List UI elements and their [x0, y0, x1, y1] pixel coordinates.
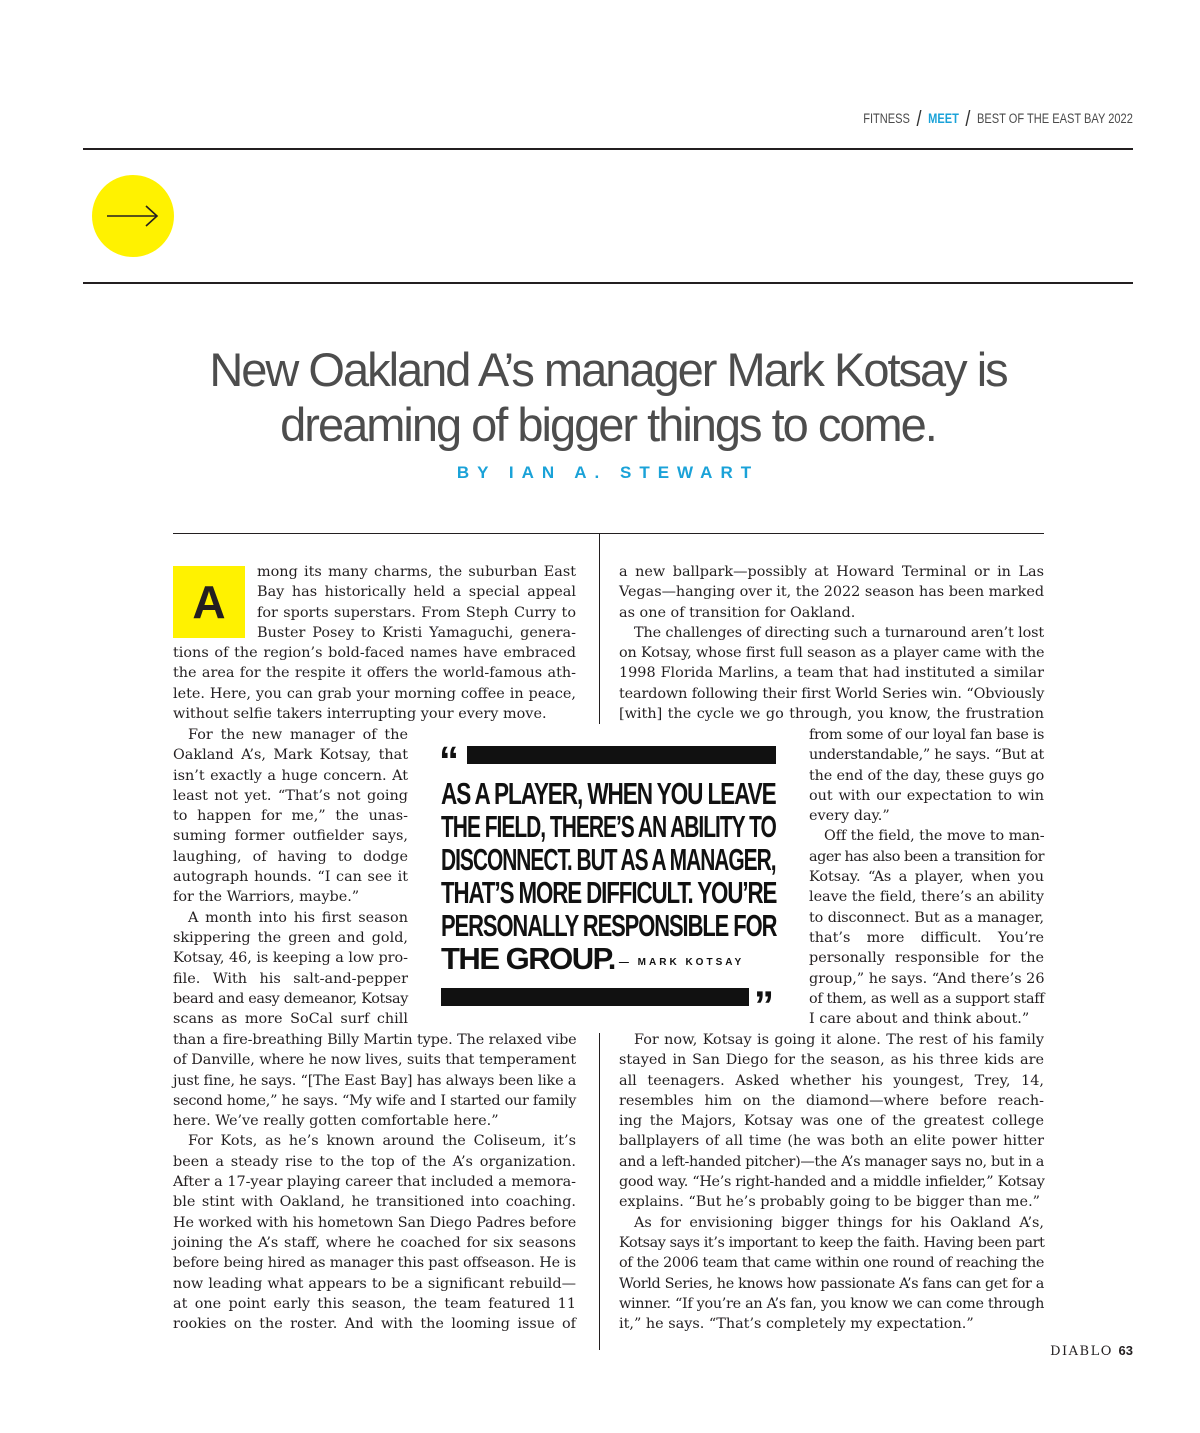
text-line: at one point early this season, the team featured 11	[173, 1295, 576, 1312]
text-line: Oakland A’s, Mark Kotsay, that	[173, 747, 408, 764]
page-title	[100, 342, 1116, 452]
text-line: been a steady rise to the top of the A’s organization.	[173, 1153, 576, 1170]
right-arrow-icon	[105, 203, 161, 229]
text-line: autograph hounds. “I can see it	[173, 869, 408, 886]
text-line: just fine, he says. “[The East Bay] has always been like a	[173, 1072, 577, 1089]
text-line: least not yet. “That’s not going	[173, 787, 408, 804]
text-line: For Kots, as he’s known around the Coliseum, it’s	[188, 1133, 576, 1150]
text-line: mong its many charms, the suburban East	[257, 564, 576, 580]
text-line: The challenges of directing such a turnaround aren’t lost	[634, 624, 1044, 641]
text-line: ble stint with Oakland, he transitioned into coaching.	[173, 1194, 576, 1211]
text-line: laughing, of having to dodge	[173, 848, 408, 865]
text-line: without selfie takers interrupting your every move.	[173, 706, 547, 723]
text-line: scans as more SoCal surf chill	[173, 1011, 408, 1028]
top-rule	[83, 148, 1133, 150]
crumb-meet[interactable]: MEET	[928, 111, 959, 126]
pull-quote-line: THE FIELD, THERE’S AN ABILITY TO	[441, 809, 776, 844]
text-line: for sports superstars. From Steph Curry to	[257, 604, 576, 621]
text-line: He worked with his hometown San Diego Padres before	[173, 1214, 577, 1231]
text-line: of them, as well as a support staff	[809, 990, 1045, 1007]
text-line: good way. “He’s right-handed and a middle infielder,” Kotsay	[619, 1174, 1045, 1191]
text-line: it,” he says. “That’s completely my expectation.”	[619, 1316, 974, 1333]
text-line: ing the Majors, Kotsay was one of the greatest college	[619, 1113, 1044, 1130]
text-line: Vegas—hanging over it, the 2022 season has been marked	[619, 584, 1044, 601]
text-line: the area for the respite it offers the world-famous ath-	[173, 665, 576, 682]
text-line: all teenagers. Asked whether his youngest, Trey, 14,	[619, 1072, 1044, 1089]
arrow-badge	[92, 175, 174, 257]
magazine-name: DIABLO	[1050, 1344, 1113, 1359]
text-line: a new ballpark—possibly at Howard Terminal or in Las	[619, 564, 1044, 580]
text-line: to disconnect. But as a manager,	[809, 909, 1044, 926]
text-line: and a left-handed pitcher)—the A’s manager says no, but in a	[619, 1153, 1045, 1170]
text-line: winner. “If you’re an A’s fan, you know we can come through	[619, 1295, 1045, 1312]
text-line: Off the field, the move to man-	[824, 828, 1045, 845]
page-folio	[1050, 1343, 1133, 1359]
text-line: For now, Kotsay is going it alone. The rest of his family	[634, 1032, 1044, 1048]
text-line: on Kotsay, whose first full season as a player came with the	[619, 645, 1045, 662]
crumb-separator: /	[916, 106, 922, 131]
text-line: out with our expectation to win	[809, 787, 1044, 804]
text-line: group,” he says. “And there’s 26	[809, 970, 1045, 987]
text-line: 1998 Florida Marlins, a team that had instituted a similar	[619, 665, 1044, 682]
text-line: skippering the green and gold,	[173, 929, 408, 946]
text-line: Kotsay, 46, is keeping a low pro-	[173, 950, 408, 967]
text-line: explains. “But he’s probably going to be bigger than me.”	[619, 1194, 1041, 1211]
text-line: As for envisioning bigger things for his Oakland A’s,	[634, 1214, 1044, 1231]
column-2-continued	[619, 1030, 1044, 1334]
text-line: tions of the region’s bold-faced names have embraced	[173, 645, 576, 662]
text-line: joining the A’s staff, where he coached for six seasons	[173, 1234, 576, 1251]
body-top-rule	[173, 533, 1044, 534]
text-line: teardown following their first World Series win. “Obviously	[619, 685, 1045, 702]
text-line: rookies on the roster. And with the looming issue of	[173, 1316, 576, 1333]
crumb-fitness[interactable]: FITNESS	[863, 111, 911, 126]
text-line: file. With his salt-and-pepper	[173, 970, 408, 987]
text-line: For the new manager of the	[188, 727, 408, 743]
pull-quote-attribution: — MARK KOTSAY	[618, 957, 745, 968]
headline-line: dreaming of bigger things to come.	[280, 398, 936, 451]
pull-quote-line: THE GROUP.	[441, 941, 615, 976]
text-line: from some of our loyal fan base is	[809, 727, 1045, 743]
pull-quote-line: AS A PLAYER, WHEN YOU LEAVE	[441, 776, 776, 811]
open-quote-mark: “	[439, 739, 459, 783]
text-line: stayed in San Diego for the season, as his three kids are	[619, 1052, 1044, 1069]
drop-cap: A	[173, 566, 245, 638]
pull-quote-last-line	[441, 942, 776, 979]
text-line: Kotsay. “As a player, when you	[809, 869, 1044, 886]
page-number: 63	[1118, 1343, 1133, 1358]
breadcrumb	[863, 106, 1133, 132]
text-line: [with] the cycle we go through, you know, the frustration	[619, 706, 1044, 723]
text-line: before being hired as manager this past offseason. He is	[173, 1255, 576, 1272]
pull-quote-line: PERSONALLY RESPONSIBLE FOR	[441, 908, 777, 943]
pull-quote-line: DISCONNECT. BUT AS A MANAGER,	[441, 842, 776, 877]
text-line: second home,” he says. “My wife and I started our family	[173, 1092, 577, 1109]
text-line: as one of transition for Oakland.	[619, 604, 856, 621]
text-line: suming former outfielder says,	[173, 828, 408, 845]
headline-line: New Oakland A’s manager Mark Kotsay is	[209, 343, 1007, 396]
text-line: isn’t exactly a huge concern. At	[173, 767, 408, 784]
pull-quote-top-bar	[467, 746, 776, 764]
text-line: than a fire-breathing Billy Martin type. The relaxed vibe	[173, 1032, 577, 1048]
pull-quote-bottom-bar	[441, 988, 749, 1006]
close-quote-mark: ”	[754, 984, 774, 1028]
text-line: Bay has historically held a special appeal	[257, 584, 576, 601]
text-line: for the Warriors, maybe.”	[173, 889, 360, 906]
text-line: understandable,” he says. “But at	[809, 747, 1044, 764]
crumb-separator: /	[965, 106, 971, 131]
text-line: the end of the day, these guys go	[809, 767, 1045, 784]
column-1-narrow	[173, 725, 408, 1029]
text-line: to happen for me,” the unas-	[173, 808, 408, 825]
text-line: ager has also been a transition for	[809, 848, 1044, 865]
text-line: leave the field, there’s an ability	[809, 889, 1044, 906]
text-line: of Danville, where he now lives, suits that temperament	[173, 1052, 576, 1069]
text-line: lete. Here, you can grab your morning coffee in peace,	[173, 685, 576, 702]
pull-quote-text	[441, 777, 776, 979]
text-line: every day.”	[809, 808, 890, 825]
column-2-intro	[619, 562, 1044, 724]
text-line: After a 17-year playing career that included a memora-	[173, 1174, 576, 1191]
text-line: A month into his first season	[188, 909, 408, 926]
text-line: here. We’ve really gotten comfortable here.”	[173, 1113, 499, 1130]
text-line: now leading what appears to be a significant rebuild—	[173, 1275, 576, 1292]
text-line: of the 2006 team that came within one round of reaching the	[619, 1255, 1044, 1272]
pull-quote-line: THAT’S MORE DIFFICULT. YOU’RE	[441, 875, 777, 910]
column-divider	[599, 1033, 600, 1350]
text-line: Kotsay says it’s important to keep the faith. Having been part	[619, 1234, 1045, 1251]
section-rule	[83, 282, 1133, 284]
text-line: Buster Posey to Kristi Yamaguchi, genera-	[257, 624, 576, 641]
text-line: resembles him on the diamond—where before reach-	[619, 1092, 1044, 1109]
crumb-best-of-east-bay[interactable]: BEST OF THE EAST BAY 2022	[977, 111, 1133, 126]
column-divider	[599, 534, 600, 724]
text-line: beard and easy demeanor, Kotsay	[173, 990, 408, 1007]
text-line: that’s more difficult. You’re	[809, 929, 1044, 946]
byline: BY IAN A. STEWART	[456, 463, 760, 482]
column-1-continued	[173, 1030, 576, 1334]
column-2-narrow	[809, 725, 1044, 1029]
text-line: World Series, he knows how passionate A’s fans can get for a	[619, 1275, 1044, 1292]
text-line: I care about and think about.”	[809, 1011, 1030, 1028]
text-line: personally responsible for the	[809, 950, 1044, 967]
text-line: ballplayers of all time (he was both an elite power hitter	[619, 1133, 1044, 1150]
column-1-intro	[173, 562, 576, 724]
